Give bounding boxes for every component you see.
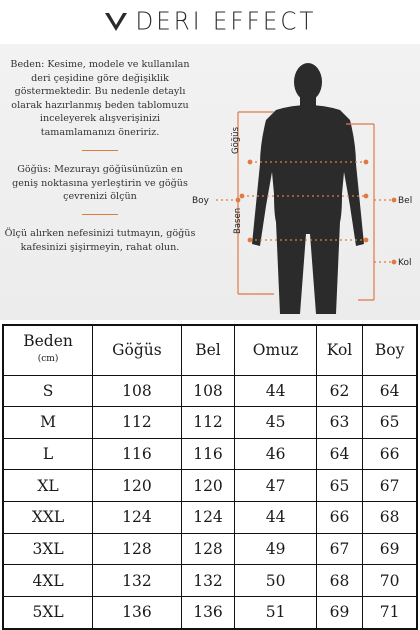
label-boy: Boy bbox=[192, 196, 210, 206]
header-gogus: Göğüs bbox=[93, 325, 182, 375]
cell-size: L bbox=[3, 438, 93, 470]
size-table bbox=[2, 324, 418, 630]
header-omuz: Omuz bbox=[235, 325, 317, 375]
measurement-notes bbox=[0, 58, 200, 255]
cell-size: 4XL bbox=[3, 565, 93, 597]
cell-gogus: 112 bbox=[93, 407, 182, 439]
cell-bel: 108 bbox=[181, 375, 235, 407]
cell-gogus: 132 bbox=[93, 565, 182, 597]
cell-bel: 124 bbox=[181, 502, 235, 534]
body-figure bbox=[190, 54, 420, 320]
table-row bbox=[3, 502, 417, 534]
note-nefes: Ölçü alırken nefesinizi tutmayın, göğüs kafesinizi şişirmeyin, rahat olun. bbox=[4, 228, 196, 253]
table-row bbox=[3, 470, 417, 502]
cell-kol: 65 bbox=[316, 470, 362, 502]
cell-omuz: 44 bbox=[235, 502, 317, 534]
cell-size: S bbox=[3, 375, 93, 407]
cell-gogus: 124 bbox=[93, 502, 182, 534]
body-silhouette-icon bbox=[252, 63, 364, 314]
table-row bbox=[3, 407, 417, 439]
cell-omuz: 47 bbox=[235, 470, 317, 502]
cell-gogus: 136 bbox=[93, 596, 182, 629]
cell-boy: 65 bbox=[363, 407, 417, 439]
cell-gogus: 120 bbox=[93, 470, 182, 502]
size-table-wrapper bbox=[2, 324, 418, 630]
cell-kol: 68 bbox=[316, 565, 362, 597]
note-beden: Beden: Kesime, modele ve kullanılan deri çeşidine göre değişiklik göstermektedir. Bu nedenle detaylı olarak hazırlanmış beden tablomuzu inceleyerek alışverişinizi tamamlamanızı öneririz. bbox=[10, 59, 190, 138]
cell-size: 3XL bbox=[3, 533, 93, 565]
label-basen: Basen bbox=[233, 207, 243, 234]
cell-size: 5XL bbox=[3, 596, 93, 629]
label-gogus: Göğüs bbox=[231, 127, 241, 154]
cell-boy: 67 bbox=[363, 470, 417, 502]
cell-size: XXL bbox=[3, 502, 93, 534]
table-row bbox=[3, 565, 417, 597]
cell-boy: 71 bbox=[363, 596, 417, 629]
body-diagram bbox=[190, 54, 420, 320]
table-header-row bbox=[3, 325, 417, 375]
header-beden bbox=[3, 325, 93, 375]
cell-omuz: 50 bbox=[235, 565, 317, 597]
cell-boy: 69 bbox=[363, 533, 417, 565]
header-kol: Kol bbox=[316, 325, 362, 375]
table-row bbox=[3, 596, 417, 629]
header-beden-label: Beden bbox=[23, 332, 73, 351]
table-body bbox=[3, 375, 417, 629]
cell-omuz: 51 bbox=[235, 596, 317, 629]
cell-bel: 132 bbox=[181, 565, 235, 597]
cell-boy: 64 bbox=[363, 375, 417, 407]
cell-gogus: 128 bbox=[93, 533, 182, 565]
label-kol: Kol bbox=[398, 258, 412, 268]
cell-omuz: 49 bbox=[235, 533, 317, 565]
header-boy: Boy bbox=[363, 325, 417, 375]
cell-boy: 70 bbox=[363, 565, 417, 597]
cell-kol: 62 bbox=[316, 375, 362, 407]
brand-name: DERI EFFECT bbox=[135, 7, 317, 37]
brand-header bbox=[0, 0, 420, 44]
cell-size: M bbox=[3, 407, 93, 439]
cell-bel: 136 bbox=[181, 596, 235, 629]
cell-kol: 67 bbox=[316, 533, 362, 565]
cell-omuz: 46 bbox=[235, 438, 317, 470]
cell-gogus: 108 bbox=[93, 375, 182, 407]
measurement-guide bbox=[0, 44, 420, 320]
cell-kol: 69 bbox=[316, 596, 362, 629]
cell-boy: 68 bbox=[363, 502, 417, 534]
cell-kol: 64 bbox=[316, 438, 362, 470]
cell-kol: 63 bbox=[316, 407, 362, 439]
cell-bel: 128 bbox=[181, 533, 235, 565]
divider bbox=[82, 150, 118, 152]
cell-bel: 112 bbox=[181, 407, 235, 439]
table-row bbox=[3, 375, 417, 407]
cell-boy: 66 bbox=[363, 438, 417, 470]
header-bel: Bel bbox=[181, 325, 235, 375]
divider bbox=[82, 214, 118, 216]
table-row bbox=[3, 533, 417, 565]
note-gogus: Göğüs: Mezurayı göğüsünüzün en geniş noktasına yerleştirin ve göğüs çevrenizi ölçün bbox=[12, 164, 188, 203]
label-bel: Bel bbox=[398, 196, 413, 206]
cell-omuz: 45 bbox=[235, 407, 317, 439]
table-row bbox=[3, 438, 417, 470]
cell-gogus: 116 bbox=[93, 438, 182, 470]
cell-kol: 66 bbox=[316, 502, 362, 534]
cell-bel: 116 bbox=[181, 438, 235, 470]
cell-size: XL bbox=[3, 470, 93, 502]
cell-omuz: 44 bbox=[235, 375, 317, 407]
cell-bel: 120 bbox=[181, 470, 235, 502]
wing-logo-icon bbox=[104, 11, 128, 33]
header-unit: (cm) bbox=[37, 354, 59, 365]
